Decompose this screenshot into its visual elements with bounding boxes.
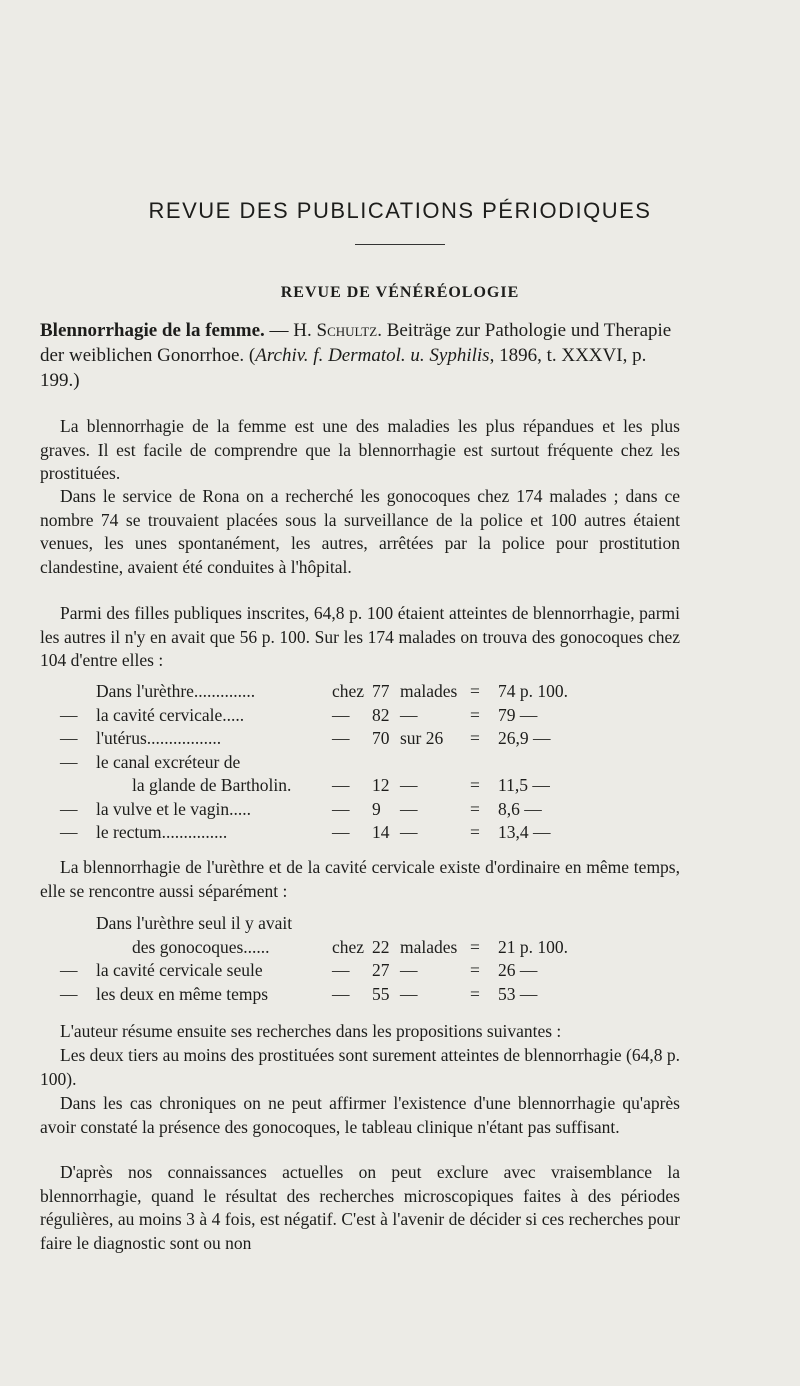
paragraph: L'auteur résume ensuite ses recherches dans les propositions suivantes : (60, 1021, 562, 1041)
paragraph: Dans le service de Rona on a recherché les gonocoques chez 174 malades ; dans ce nombre 74 se trouvaient placées sous la surveillance de la police et 100 autres étaient venues, les unes spontanément, les autres, arrêtées par la police pour prostitution clandestine, avaient été conduites à l'hôpital. (40, 486, 680, 577)
cell-sep: = (470, 983, 480, 1004)
cell-site: des gonocoques...... (132, 936, 270, 957)
stats-table-2 (40, 913, 680, 1007)
cell-site: Dans l'urèthre.............. (96, 681, 256, 701)
cell-mid: — (400, 704, 418, 725)
table-row (40, 913, 680, 937)
cell-sep: = (470, 681, 480, 701)
cell-mid: — (400, 822, 418, 842)
cell-site: la cavité cervicale seule (96, 960, 263, 980)
cell-v: 53 — (498, 983, 538, 1004)
cell-prefix: — (60, 960, 78, 980)
cell-n: 22 (372, 936, 390, 957)
cell-sep: = (470, 775, 480, 795)
cell-mid: — (400, 775, 418, 795)
cell-site: Dans l'urèthre seul il y avait (96, 913, 293, 933)
table-row (40, 822, 680, 846)
cell-v: 11,5 — (498, 775, 550, 795)
article-author: Schultz (316, 320, 378, 341)
cell-prefix: — (60, 983, 78, 1004)
cell-a: — (332, 983, 350, 1004)
paragraph: Les deux tiers au moins des prostituées sont surement atteintes de blennorrhagie (64,8 p. 100). (40, 1045, 680, 1089)
cell-sep: = (470, 822, 480, 842)
paragraph: Dans les cas chroniques on ne peut affirmer l'existence d'une blennorrhagie qu'après avoir constaté la présence des gonocoques, le tableau clinique n'étant pas suffisant. (40, 1093, 680, 1137)
cell-v: 21 p. 100. (498, 936, 568, 957)
cell-prefix: — (60, 704, 78, 725)
cell-a: — (332, 704, 350, 725)
running-title: REVUE DES PUBLICATIONS PÉRIODIQUES (148, 198, 652, 223)
cell-site: la glande de Bartholin. (132, 775, 292, 795)
paragraph: La blennorrhagie de la femme est une des maladies les plus répandues et les plus graves. Il est facile de comprendre que la blennorrhagie est surtout fréquente chez les prostituées. (40, 416, 680, 483)
reference-details: , 1896, t. XXXVI, p. 199.) (40, 345, 647, 391)
cell-mid: malades (400, 681, 458, 701)
title-rule (355, 244, 445, 245)
table-row (40, 728, 680, 752)
cell-a: — (332, 728, 350, 748)
cell-n: 82 (372, 704, 390, 725)
table-row (40, 681, 680, 705)
cell-n: 9 (372, 798, 381, 819)
cell-sep: = (470, 960, 480, 980)
cell-n: 70 (372, 728, 390, 748)
cell-n: 55 (372, 983, 390, 1004)
cell-a: — (332, 798, 350, 819)
cell-n: 12 (372, 775, 390, 795)
cell-mid: — (400, 960, 418, 980)
cell-mid: — (400, 983, 418, 1004)
paragraph: Parmi des filles publiques inscrites, 64,8 p. 100 étaient atteintes de blennorrhagie, parmi les autres il n'y en avait que 56 p. 100. Sur les 174 malades on trouva des gonocoques chez 104 d'entre elles : (40, 603, 680, 670)
cell-a: chez (332, 936, 365, 957)
cell-n: 14 (372, 822, 390, 842)
cell-mid: — (400, 798, 418, 819)
article-reference (40, 318, 680, 393)
table-row (40, 984, 680, 1008)
cell-mid: malades (400, 936, 458, 957)
table-row (40, 752, 680, 776)
cell-n: 77 (372, 681, 390, 701)
journal-name: Archiv. f. Dermatol. u. Syphilis (255, 345, 490, 366)
table-row (40, 799, 680, 823)
cell-a: — (332, 775, 350, 795)
cell-site: l'utérus................. (96, 728, 222, 748)
cell-prefix: — (60, 798, 78, 819)
cell-a: chez (332, 681, 365, 701)
cell-sep: = (470, 798, 480, 819)
table-row (40, 937, 680, 961)
cell-prefix: — (60, 751, 78, 772)
cell-site: les deux en même temps (96, 983, 269, 1004)
cell-site: le canal excréteur de (96, 751, 241, 772)
stats-table-1 (40, 681, 680, 846)
article-title: Blennorrhagie de la femme. (40, 320, 265, 341)
cell-prefix: — (60, 728, 78, 748)
cell-prefix: — (60, 822, 78, 842)
cell-v: 74 p. 100. (498, 681, 568, 701)
article-work: . Beiträge zur Pathologie und Therapie der weiblichen Gonorrhoe. ( (40, 320, 672, 366)
cell-v: 26,9 — (498, 728, 551, 748)
cell-site: la cavité cervicale..... (96, 704, 245, 725)
cell-sep: = (470, 728, 480, 748)
table-row (40, 960, 680, 984)
table-row (40, 705, 680, 729)
reference-dash: — H. (264, 320, 317, 341)
cell-mid: sur 26 (400, 728, 444, 748)
section-heading: REVUE DE VÉNÉRÉOLOGIE (280, 284, 520, 301)
cell-v: 13,4 — (498, 822, 551, 842)
cell-v: 79 — (498, 704, 538, 725)
cell-site: le rectum............... (96, 822, 228, 842)
cell-v: 26 — (498, 960, 538, 980)
paragraph: La blennorrhagie de l'urèthre et de la cavité cervicale existe d'ordinaire en même temps, elle se rencontre aussi séparément : (40, 857, 680, 901)
cell-sep: = (470, 704, 480, 725)
cell-v: 8,6 — (498, 798, 542, 819)
table-row (40, 775, 680, 799)
cell-a: — (332, 822, 350, 842)
cell-site: la vulve et le vagin..... (96, 798, 252, 819)
cell-a: — (332, 960, 350, 980)
cell-n: 27 (372, 960, 390, 980)
paragraph: D'après nos connaissances actuelles on peut exclure avec vraisemblance la blennorrhagie, quand le résultat des recherches microscopiques faites à des périodes régulières, au moins 3 à 4 fois, est négatif. C'est à l'avenir de décider si ces recherches pour faire le diagnostic sont ou non (40, 1162, 680, 1253)
cell-sep: = (470, 936, 480, 957)
